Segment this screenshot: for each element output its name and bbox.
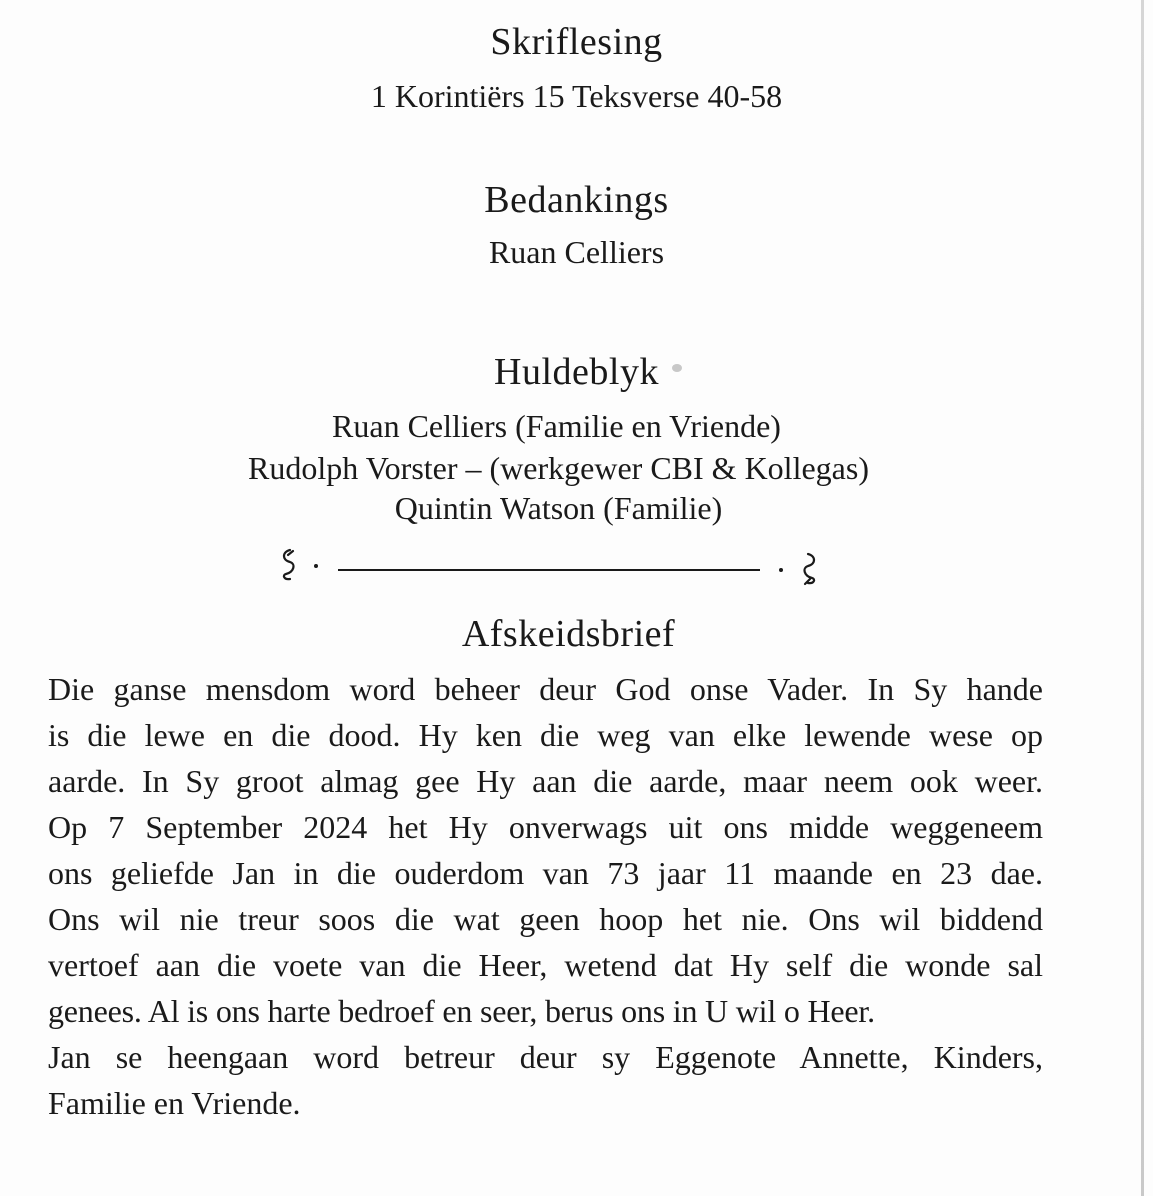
paragraph-line: genees. Al is ons harte bedroef en seer, berus ons in U wil o Heer. bbox=[48, 993, 875, 1029]
divider-dot-left bbox=[314, 564, 318, 568]
paragraph-line: vertoef aan die voete van die Heer, wetend dat Hy self die wonde sal bbox=[48, 947, 1043, 983]
bedankings-heading: Bedankings bbox=[484, 179, 669, 221]
paragraph-line: ons geliefde Jan in die ouderdom van 73 jaar 11 maande en 23 dae. bbox=[48, 855, 1043, 891]
paragraph-line: Jan se heengaan word betreur deur sy Eggenote Annette, Kinders, bbox=[48, 1039, 1043, 1075]
divider-dot-right bbox=[779, 568, 783, 572]
paragraph-line: Ons wil nie treur soos die wat geen hoop het nie. Ons wil biddend bbox=[48, 901, 1043, 937]
ornamental-divider bbox=[276, 544, 824, 590]
bedankings-speaker: Ruan Celliers bbox=[488, 234, 665, 270]
afskeidsbrief-heading: Afskeidsbrief bbox=[461, 613, 676, 655]
scan-edge bbox=[1141, 0, 1144, 1196]
scan-speck bbox=[672, 364, 682, 372]
paragraph-line: Op 7 September 2024 het Hy onverwags uit ons midde weggeneem bbox=[48, 809, 1043, 845]
paragraph-line: Die ganse mensdom word beheer deur God onse Vader. In Sy hande bbox=[48, 671, 1043, 707]
flourish-left-icon bbox=[284, 550, 294, 579]
skriflesing-heading: Skriflesing bbox=[490, 21, 663, 63]
paragraph-line: is die lewe en die dood. Hy ken die weg van elke lewende wese op bbox=[48, 717, 1043, 753]
huldeblyk-speaker-3: Quintin Watson (Familie) bbox=[394, 490, 723, 526]
huldeblyk-heading: Huldeblyk bbox=[494, 351, 659, 393]
paragraph-line: Familie en Vriende. bbox=[48, 1085, 301, 1121]
paragraph-line: aarde. In Sy groot almag gee Hy aan die aarde, maar neem ook weer. bbox=[48, 763, 1043, 799]
skriflesing-reference: 1 Korintiërs 15 Teksverse 40-58 bbox=[370, 78, 783, 114]
afskeidsbrief-paragraph bbox=[48, 666, 1043, 1126]
flourish-right-icon bbox=[805, 554, 815, 584]
huldeblyk-speaker-1: Ruan Celliers (Familie en Vriende) bbox=[332, 408, 781, 444]
huldeblyk-speaker-2: Rudolph Vorster – (werkgewer CBI & Kollegas) bbox=[248, 450, 869, 486]
